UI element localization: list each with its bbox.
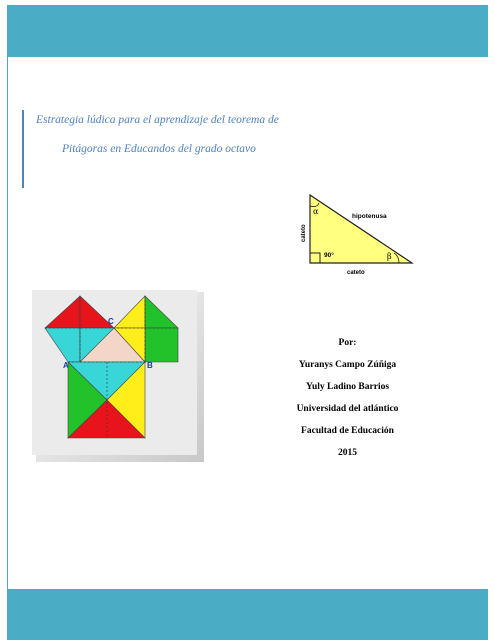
year: 2015 (338, 448, 357, 458)
university-name: Universidad del atlántico (296, 404, 399, 414)
vertex-a-label: A (63, 361, 69, 370)
title-line-2: Pitágoras en Educandos del grado octavo (62, 143, 256, 155)
por-label: Por: (338, 338, 357, 348)
footer-band (7, 589, 488, 640)
beta-label: β (387, 252, 392, 261)
faculty-name: Facultad de Educación (301, 426, 394, 436)
leg-vertical-label: cateto (301, 224, 307, 242)
title-accent-bar (22, 110, 24, 188)
page-border-line (7, 57, 8, 589)
tangram-figure (28, 290, 208, 465)
title-line-1: Estrategia lúdica para el aprendizaje del teorema de (36, 114, 279, 126)
vertex-c-label: C (108, 317, 114, 326)
hypotenuse-label: hipotenusa (352, 213, 387, 220)
leg-horizontal-label: cateto (347, 270, 365, 276)
header-band (7, 5, 488, 57)
right-triangle-figure (295, 192, 420, 282)
credits-block (260, 332, 435, 464)
vertex-b-label: B (147, 361, 153, 370)
document-title (36, 113, 336, 156)
author-2: Yuly Ladino Barrios (305, 382, 390, 392)
right-angle-label: 90° (324, 252, 334, 259)
author-1: Yuranys Campo Zúñiga (298, 360, 397, 370)
alpha-label: α (313, 207, 319, 216)
piece-green-side (145, 328, 178, 362)
